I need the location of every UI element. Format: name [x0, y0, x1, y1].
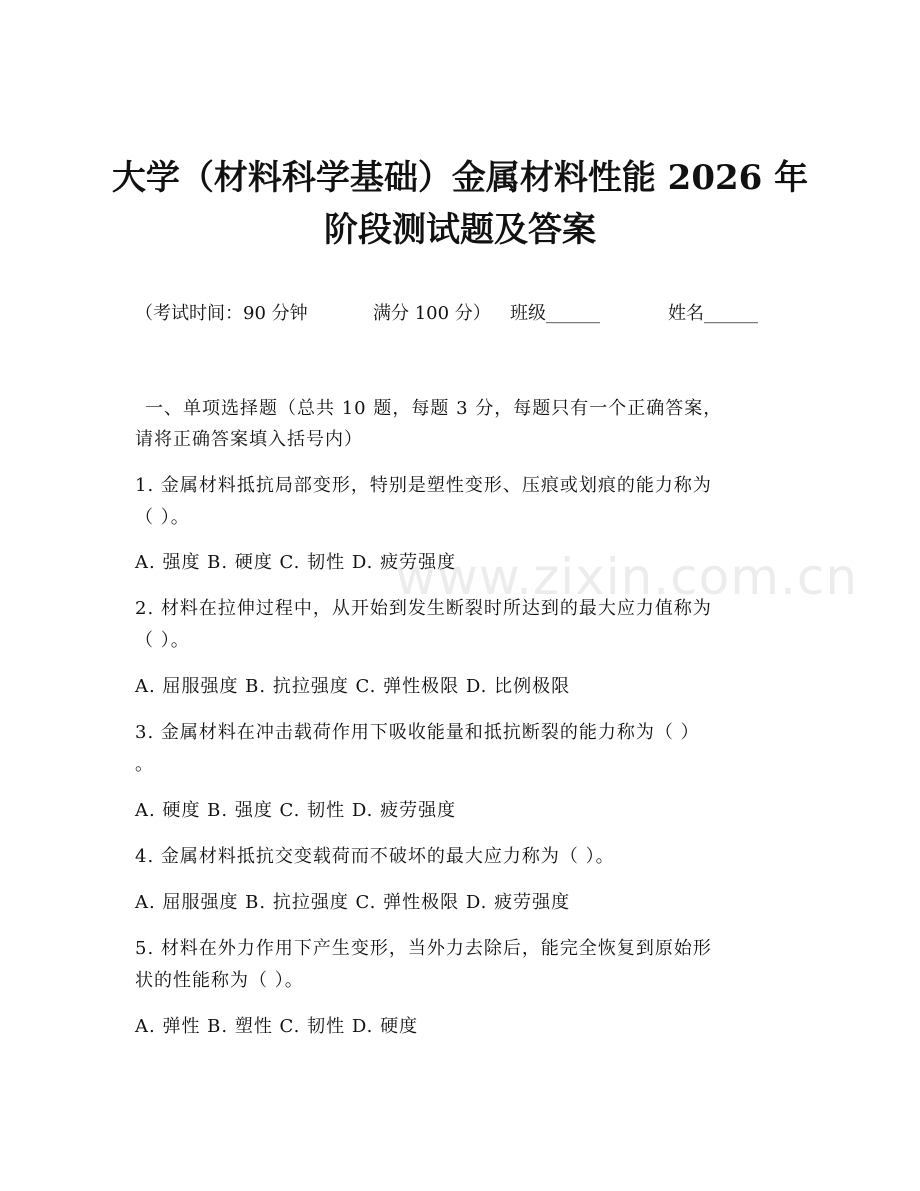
document-title: [100, 152, 820, 256]
question-3-options: A. 硬度 B. 强度 C. 韧性 D. 疲劳强度: [135, 800, 457, 821]
exam-time: （考试时间：90 分钟: [135, 303, 308, 324]
question-5-options: A. 弹性 B. 塑性 C. 韧性 D. 硬度: [135, 1016, 419, 1037]
question-5-line-1: 5. 材料在外力作用下产生变形，当外力去除后，能完全恢复到原始形: [135, 938, 712, 959]
section-heading-line-2: 请将正确答案填入括号内）: [135, 429, 363, 450]
question-4-options: A. 屈服强度 B. 抗拉强度 C. 弹性极限 D. 疲劳强度: [135, 892, 571, 913]
question-3-line-1: 3. 金属材料在冲击载荷作用下吸收能量和抵抗断裂的能力称为（ ）: [135, 722, 700, 743]
question-3-line-2: 。: [135, 754, 154, 775]
question-1-options: A. 强度 B. 硬度 C. 韧性 D. 疲劳强度: [135, 552, 457, 573]
title-line-2: 阶段测试题及答案: [324, 210, 596, 250]
question-1-line-2: （ ）。: [135, 507, 190, 528]
question-2-line-1: 2. 材料在拉伸过程中，从开始到发生断裂时所达到的最大应力值称为: [135, 598, 712, 619]
question-2-line-2: （ ）。: [135, 630, 190, 651]
title-line-1: 大学（材料科学基础）金属材料性能 2026 年: [111, 158, 809, 198]
question-5-line-2: 状的性能称为（ ）。: [135, 970, 304, 991]
exam-score: 满分 100 分）: [373, 303, 491, 324]
question-4-line-1: 4. 金属材料抵抗交变载荷而不破坏的最大应力称为（ ）。: [135, 846, 615, 867]
question-2-options: A. 屈服强度 B. 抗拉强度 C. 弹性极限 D. 比例极限: [135, 676, 571, 697]
class-field: 班级______: [510, 303, 600, 324]
name-field: 姓名______: [668, 303, 758, 324]
section-heading-line-1: 一、单项选择题（总共 10 题，每题 3 分，每题只有一个正确答案，: [145, 398, 723, 419]
question-1-line-1: 1. 金属材料抵抗局部变形，特别是塑性变形、压痕或划痕的能力称为: [135, 475, 712, 496]
watermark: www.zixin.com.cn: [395, 548, 859, 606]
